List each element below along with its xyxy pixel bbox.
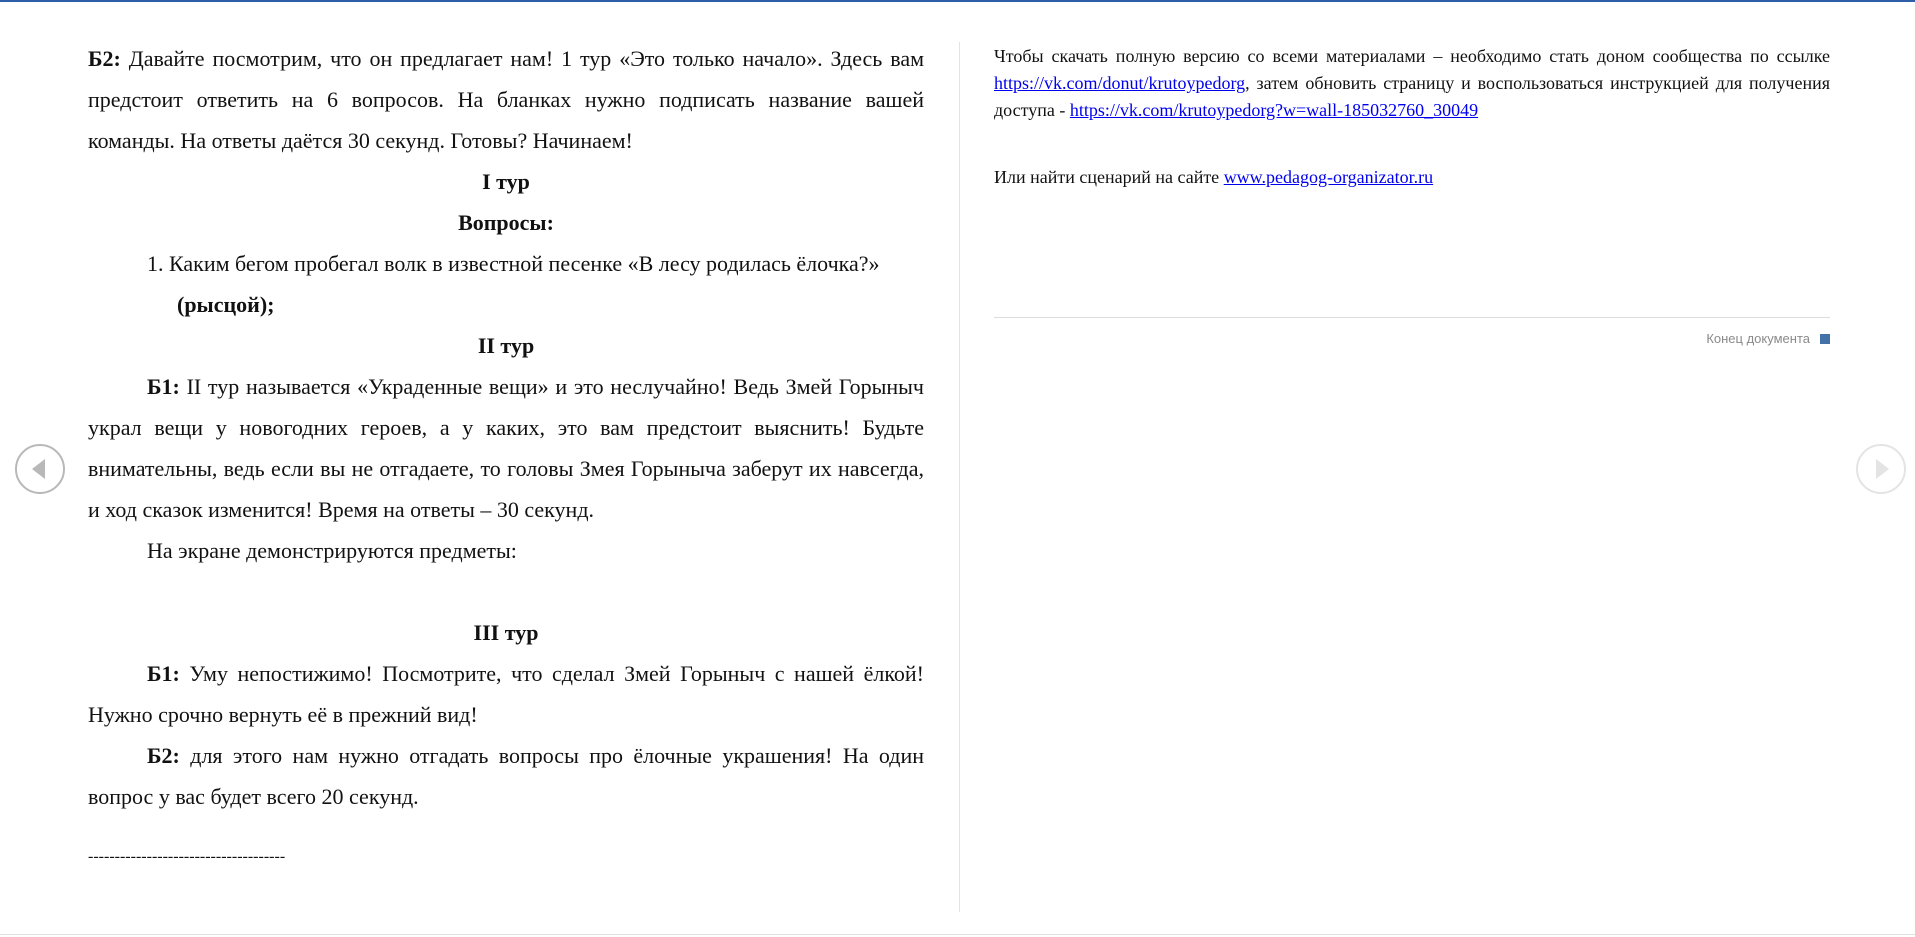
bottom-border [0,934,1915,935]
end-square-icon [1820,334,1830,344]
right-page [994,43,1830,191]
question-answer [88,284,924,325]
end-of-document-label: Конец документа [1706,331,1810,346]
donut-link[interactable]: https://vk.com/donut/krutoypedorg [994,73,1246,93]
round1-title [88,161,924,202]
question-answer-text: (рысцой); [177,292,275,317]
questions-title [88,202,924,243]
speaker-label: Б1: [147,374,180,399]
download-instructions [994,43,1830,124]
paragraph-text: Уму непостижимо! Посмотрите, что сделал Змей Горыныч с нашей ёлкой! Нужно срочно вернуть её в прежний вид! [88,661,924,727]
question-number: 1. [147,251,164,276]
paragraph-b2-intro [88,38,924,161]
speaker-label: Б2: [147,743,180,768]
round1-title-text: I тур [482,169,530,194]
paragraph-b1-round2 [88,366,924,530]
end-of-document-marker [1600,331,1830,346]
paragraph-text: II тур называется «Украденные вещи» и это неслучайно! Ведь Змей Горыныч украл вещи у новогодних героев, а у каких, это вам предстоит выяснить! Будьте внимательны, ведь если вы не отгадаете, то головы Змея Горыныча заберут их навсегда, и ход сказок изменится! Время на ответы – 30 секунд. [88,374,924,522]
round2-title-text: II тур [477,333,535,358]
round3-title [88,612,924,653]
question-item [88,243,924,284]
spacer [994,124,1830,164]
page-divider [959,42,960,912]
paragraph-text: Давайте посмотрим, что он предлагает нам! 1 тур «Это только начало». Здесь вам предстоит ответить на 6 вопросов. На бланках нужно подписать название вашей команды. На ответы даётся 30 секунд. Готовы? Начинаем! [88,46,924,153]
speaker-label: Б1: [147,661,180,686]
paragraph-items-shown: На экране демонстрируются предметы: [147,538,517,563]
instructions-text: , затем обновить страницу и воспользоваться инструкцией для получения доступа - [994,73,1830,120]
left-page [88,38,924,867]
speaker-label: Б2: [88,46,121,71]
blank-line [88,571,924,612]
chevron-left-icon [17,446,63,492]
chevron-right-icon [1858,446,1904,492]
wall-post-link[interactable]: https://vk.com/krutoypedorg?w=wall-185032760_30049 [1069,100,1479,120]
previous-page-button[interactable] [15,444,65,494]
instructions-text: Чтобы скачать полную версию со всеми материалами – необходимо стать доном сообщества по ссылке [994,46,1830,66]
round2-title [88,325,924,366]
round3-title-text: III тур [473,620,539,645]
next-page-button[interactable] [1856,444,1906,494]
website-link[interactable]: www.pedagog-organizator.ru [1223,167,1434,187]
alternative-text: Или найти сценарий на сайте [994,167,1224,187]
paragraph-b1-round3 [88,653,924,735]
window-top-accent [0,0,1915,2]
end-of-document-rule [994,317,1830,318]
paragraph-b2-decorations [88,735,924,817]
paragraph-text: для этого нам нужно отгадать вопросы про ёлочные украшения! На один вопрос у вас будет всего 20 секунд. [88,743,924,809]
questions-title-text: Вопросы: [458,210,554,235]
dashed-separator: ------------------------------------- [88,848,286,865]
alternative-source [994,164,1830,191]
question-text: Каким бегом пробегал волк в известной песенке «В лесу родилась ёлочка?» [169,251,880,276]
